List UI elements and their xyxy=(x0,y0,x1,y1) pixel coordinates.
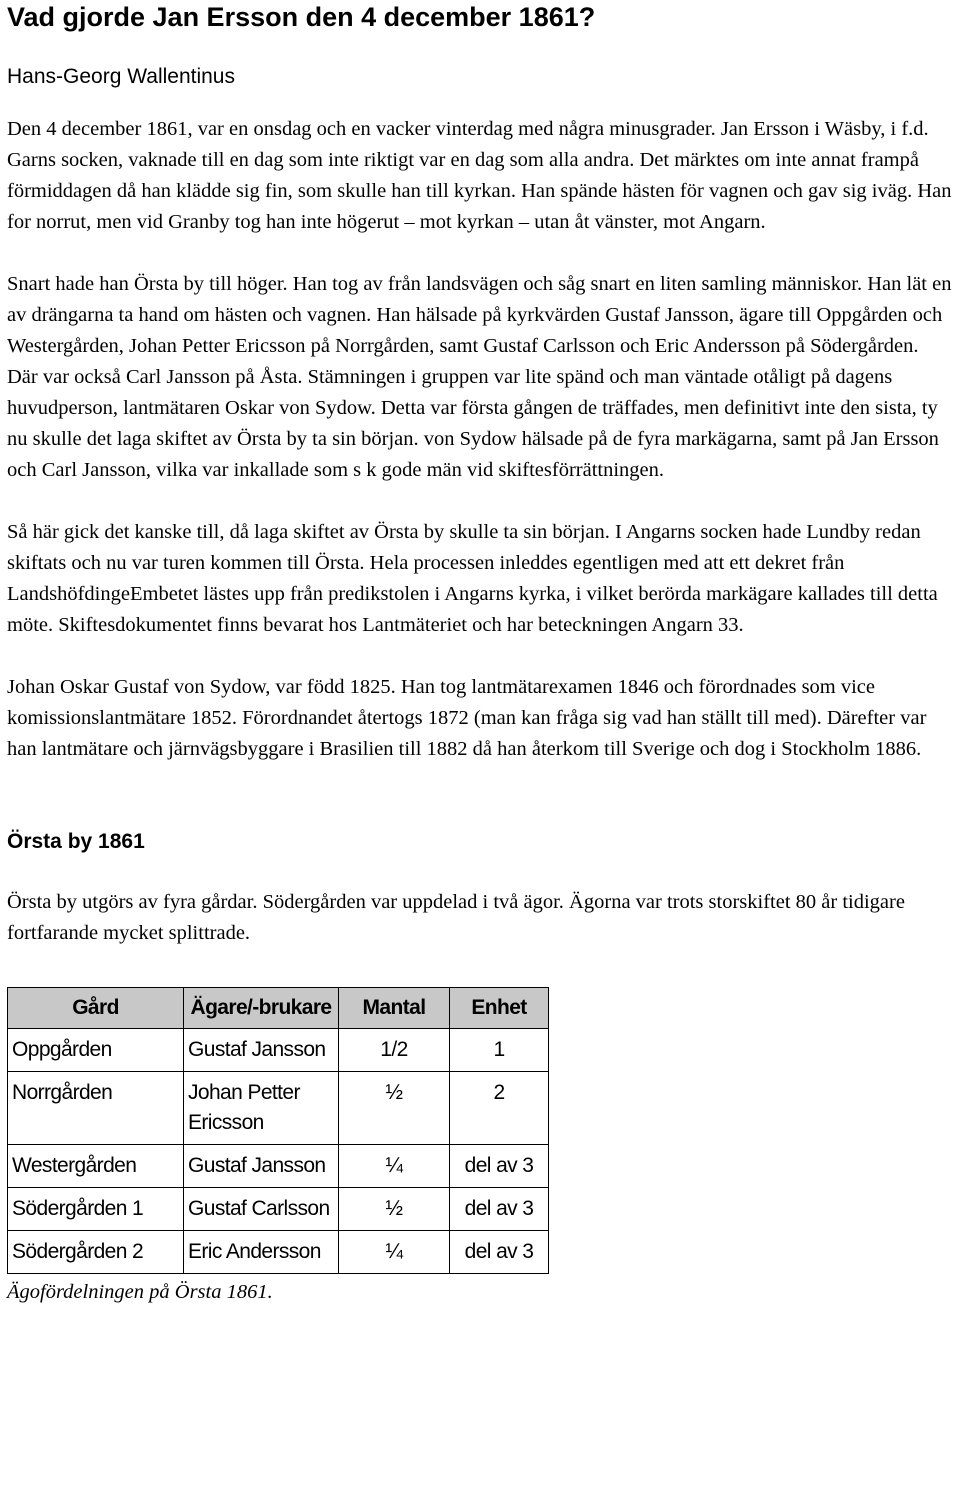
table-caption: Ägofördelningen på Örsta 1861. xyxy=(7,1281,273,1303)
cell-mantal: ½ xyxy=(339,1072,450,1145)
table-row xyxy=(8,1188,549,1231)
cell-enhet: del av 3 xyxy=(450,1145,549,1188)
cell-agare: Gustaf Carlsson xyxy=(184,1188,339,1231)
header-mantal: Mantal xyxy=(339,988,450,1029)
cell-gard: Norrgården xyxy=(8,1072,184,1145)
cell-gard: Södergården 1 xyxy=(8,1188,184,1231)
cell-gard: Westergården xyxy=(8,1145,184,1188)
table-header-row xyxy=(8,988,549,1029)
paragraph-3: Så här gick det kanske till, då laga skiftet av Örsta by skulle ta sin början. I Angarns socken hade Lundby redan skiftats och nu var turen kommen till Örsta. Hela processen inleddes egentligen med att ett dekret från LandshöfdingeEmbetet lästes upp från predikstolen i Angarns kyrka, i vilket berörda markägare kallades till detta möte. Skiftesdokumentet finns bevarat hos Lantmäteriet och har beteckningen Angarn 33. xyxy=(7,521,938,636)
cell-mantal: 1/2 xyxy=(339,1029,450,1072)
paragraph-4: Johan Oskar Gustaf von Sydow, var född 1825. Han tog lantmätarexamen 1846 och förordnades som vice komissionslantmätare 1852. Förordnandet återtogs 1872 (man kan fråga sig vad han ställt till med). Därefter var han lantmätare och järnvägsbyggare i Brasilien till 1882 då han återkom till Sverige och dog i Stockholm 1886. xyxy=(7,676,927,760)
page-title: Vad gjorde Jan Ersson den 4 december 1861? xyxy=(7,2,596,32)
cell-mantal: ¼ xyxy=(339,1145,450,1188)
table-row xyxy=(8,1029,549,1072)
cell-gard: Södergården 2 xyxy=(8,1231,184,1274)
cell-agare: Eric Andersson xyxy=(184,1231,339,1274)
paragraph-2: Snart hade han Örsta by till höger. Han tog av från landsvägen och såg snart en liten samling människor. Han lät en av drängarna ta hand om hästen och vagnen. Han hälsade på kyrkvärden Gustaf Jansson, ägare till Oppgården och Westergården, Johan Petter Ericsson på Norrgården, samt Gustaf Carlsson och Eric Andersson på Södergården. Där var också Carl Jansson på Åsta. Stämningen i gruppen var lite spänd och man väntade otåligt på dagens huvudperson, lantmätaren Oskar von Sydow. Detta var första gången de träffades, men definitivt inte den sista, ty nu skulle det laga skiftet av Örsta by ta sin början. von Sydow hälsade på de fyra markägarna, samt på Jan Ersson och Carl Jansson, vilka var inkallade som s k gode män vid skiftesförrättningen. xyxy=(7,273,952,481)
cell-enhet: 1 xyxy=(450,1029,549,1072)
section-intro: Örsta by utgörs av fyra gårdar. Södergården var uppdelad i två ägor. Ägorna var trots storskiftet 80 år tidigare fortfarande mycket splittrade. xyxy=(7,891,905,944)
section-heading: Örsta by 1861 xyxy=(7,830,145,853)
table-row xyxy=(8,1145,549,1188)
cell-mantal: ½ xyxy=(339,1188,450,1231)
cell-enhet: 2 xyxy=(450,1072,549,1145)
table-row xyxy=(8,1231,549,1274)
header-gard: Gård xyxy=(8,988,184,1029)
farm-table xyxy=(7,987,549,1274)
paragraph-1: Den 4 december 1861, var en onsdag och en vacker vinterdag med några minusgrader. Jan Ersson i Wäsby, i f.d. Garns socken, vaknade till en dag som inte riktigt var en dag som alla andra. Det märktes om inte annat frampå förmiddagen då han klädde sig fin, som skulle han till kyrkan. Han spände hästen för vagnen och gav sig iväg. Han for norrut, men vid Granby tog han inte högerut – mot kyrkan – utan åt vänster, mot Angarn. xyxy=(7,118,952,233)
header-agare: Ägare/-brukare xyxy=(184,988,339,1029)
cell-agare: Johan Petter Ericsson xyxy=(184,1072,339,1145)
cell-gard: Oppgården xyxy=(8,1029,184,1072)
author-name: Hans-Georg Wallentinus xyxy=(7,65,235,88)
cell-agare: Gustaf Jansson xyxy=(184,1029,339,1072)
header-enhet: Enhet xyxy=(450,988,549,1029)
document-page xyxy=(7,0,953,1306)
cell-mantal: ¼ xyxy=(339,1231,450,1274)
cell-enhet: del av 3 xyxy=(450,1231,549,1274)
cell-agare: Gustaf Jansson xyxy=(184,1145,339,1188)
cell-enhet: del av 3 xyxy=(450,1188,549,1231)
table-row xyxy=(8,1072,549,1145)
